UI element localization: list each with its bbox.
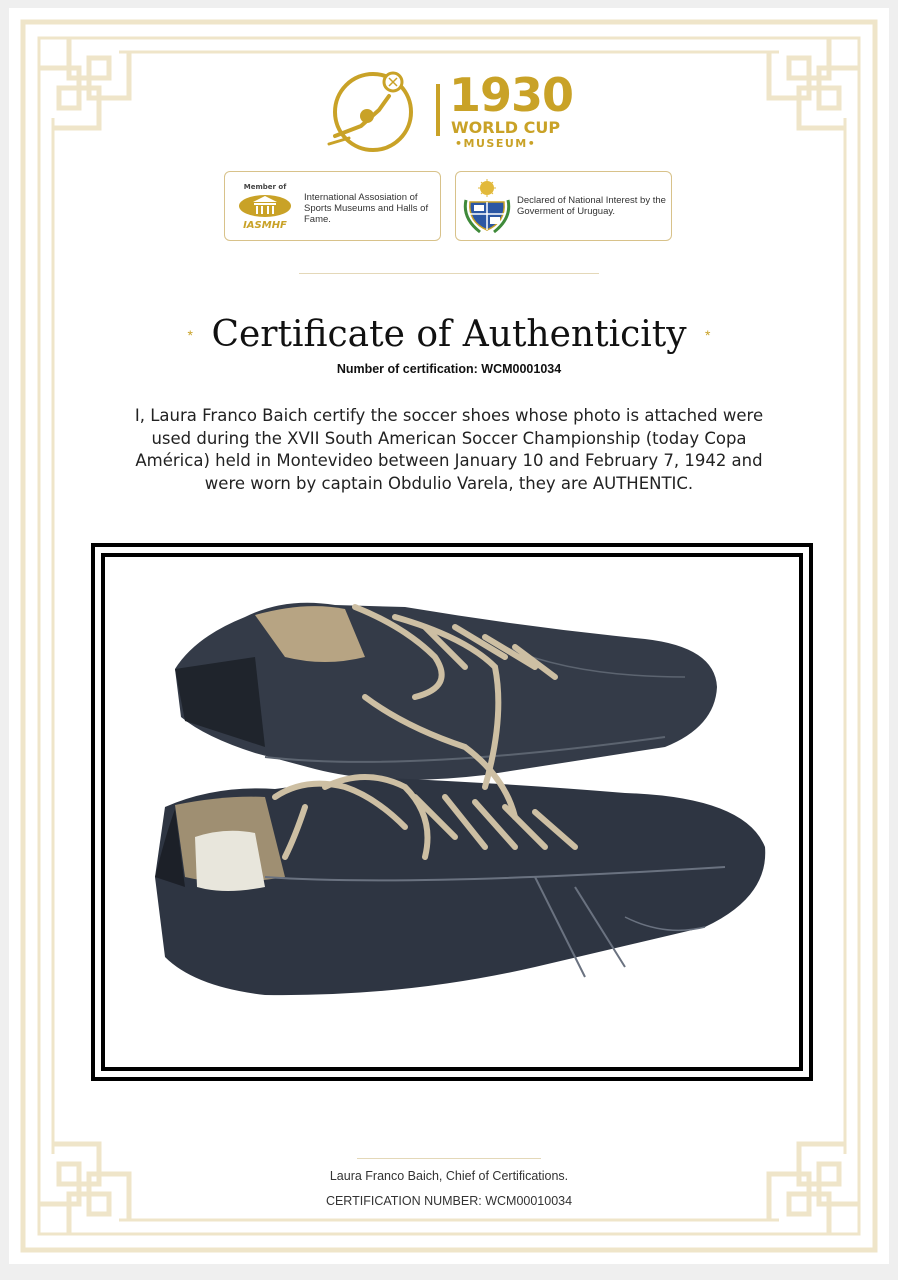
uruguay-coat-of-arms-icon (462, 178, 512, 236)
front-shoe (155, 777, 765, 995)
certification-number-label: Number of certification: WCM0001034 (336, 362, 562, 376)
photo-inner-frame (101, 553, 803, 1071)
iasmhf-building-icon (235, 182, 295, 230)
photo-frame (91, 543, 813, 1081)
signer-name: Laura Franco Baich, Chief of Certifications. (329, 1169, 569, 1183)
iasmhf-badge (224, 171, 441, 241)
signature-line (357, 1158, 541, 1159)
certificate-page (9, 8, 889, 1264)
footer-certification-number: CERTIFICATION NUMBER: WCM00010034 (325, 1194, 573, 1208)
national-interest-text: Declared of National Interest by the Goverment of Uruguay. (517, 195, 666, 217)
logo-divider (436, 84, 440, 136)
iasmhf-acronym: IASMHF (243, 220, 287, 230)
title-row (9, 308, 889, 368)
star-icon: * (187, 327, 193, 343)
header-divider (299, 273, 599, 274)
iasmhf-member-text: Member of (243, 183, 287, 191)
logo-museum: •MUSEUM• (455, 137, 537, 150)
logo-year: 1930 (449, 68, 574, 122)
football-player-emblem-icon (327, 66, 419, 156)
uruguay-badge (455, 171, 672, 241)
certificate-title: Certificate of Authenticity (211, 314, 687, 355)
logo-name: WORLD CUP (451, 118, 561, 137)
museum-logo (327, 66, 587, 156)
authenticity-statement: I, Laura Franco Baich certify the soccer shoes whose photo is attached were used during the XVII South American Soccer Championship (today Copa América) held in Montevideo between January 10 and February 7, 1942 and were worn by captain Obdulio Varela, they are AUTHENTIC. (134, 406, 764, 493)
star-icon: * (705, 327, 711, 343)
soccer-shoes-photo (105, 557, 799, 1067)
iasmhf-text: International Assosiation of Sports Museums and Halls of Fame. (304, 192, 429, 225)
back-shoe (175, 603, 717, 780)
